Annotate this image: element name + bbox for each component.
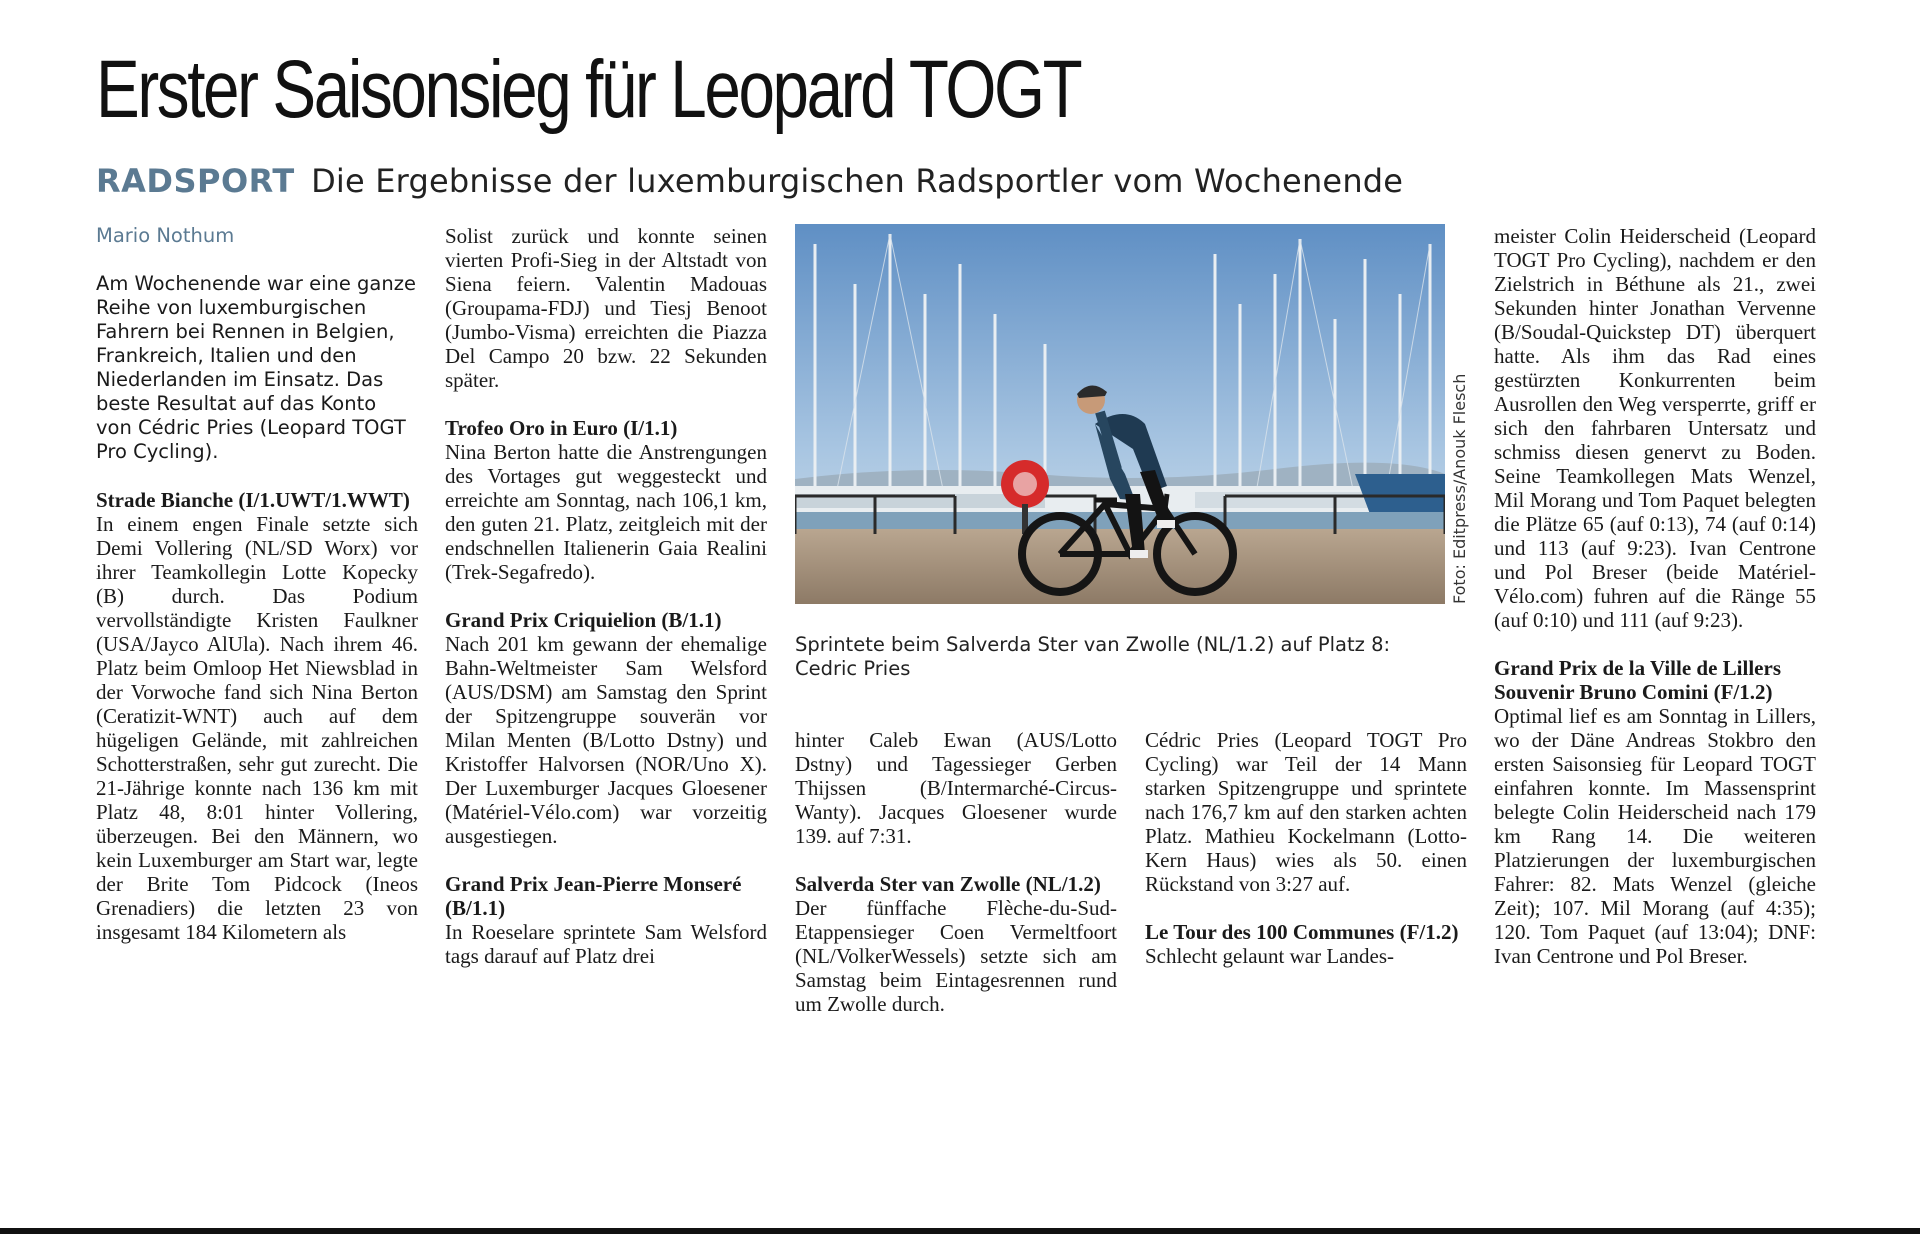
article-column-3 [795, 728, 1117, 1016]
paragraph-tour-100-communes-continued: meister Colin Heiderscheid (Leopard TOGT Pro Cycling), nachdem er den Zielstrich in Béthune als 21., zwei Sekunden hinter Jonathan Vervenne (B/Soudal-Quickstep DT) überquert hatte. Als ihm das Rad eines gestürzten Konkurrenten beim Ausrollen den Weg versperrte, griff er sich den fahrbaren Untersatz und schmiss diesen genervt zu Boden. Seine Teamkollegen Mats Wenzel, Mil Morang und Tom Paquet belegten die Plätze 65 (auf 0:13), 74 (auf 0:14) und 113 (auf 9:23). Ivan Centrone und Pol Breser (beide Matériel-Vélo.com) fuhren auf die Ränge 55 (auf 0:10) und 111 (auf 9:23). [1494, 224, 1816, 632]
section-heading-strade-bianche: Strade Bianche (I/1.UWT/1.WWT) [96, 488, 410, 512]
paragraph-ster-van-zwolle: Der fünffache Flèche-du-Sud-Etappensieger Coen Vermeltfoort (NL/VolkerWessels) setzte sich am Samstag beim Eintagesrennen rund um Zwolle durch. [795, 896, 1117, 1016]
article-column-2 [445, 224, 767, 968]
author-byline: Mario Nothum [96, 224, 235, 247]
photo-credit: Foto: Editpress/Anouk Flesch [1450, 373, 1469, 604]
section-heading-gp-criquielion: Grand Prix Criquielion (B/1.1) [445, 608, 722, 632]
paragraph-trofeo-oro: Nina Berton hatte die Anstrengungen des Vortages gut weggesteckt und erreichte am Sonntag, nach 106,1 km, den guten 21. Platz, zeitgleich mit der endschnellen Italienerin Gaia Realini (Trek-Segafredo). [445, 440, 767, 584]
subheadline [96, 160, 1403, 202]
paragraph-strade-bianche-continued: Solist zurück und konnte seinen vierten Profi-Sieg in der Altstadt von Siena feiern. Valentin Madouas (Groupama-FDJ) und Tiesj Benoot (Jumbo-Visma) erreichten die Piazza Del Campo 20 bzw. 22 Sekunden später. [445, 224, 767, 392]
paragraph-tour-100-communes: Schlecht gelaunt war Landes- [1145, 944, 1394, 968]
intro-paragraph: Am Wochenende war eine ganze Reihe von luxemburgischen Fahrern bei Rennen in Belgien, Frankreich, Italien und den Niederlanden im Einsatz. Das beste Resultat auf das Konto von Cédric Pries (Leopard TOGT Pro Cycling). [96, 272, 416, 463]
page-bottom-rule [0, 1228, 1920, 1234]
section-heading-gp-monsere: Grand Prix Jean-Pierre Monseré (B/1.1) [445, 872, 742, 920]
subheadline-text: Die Ergebnisse der luxemburgischen Radsportler vom Wochenende [311, 162, 1404, 200]
paragraph-gp-monsere-continued: hinter Caleb Ewan (AUS/Lotto Dstny) und Tagessieger Gerben Thijssen (B/Intermarché-Circus-Wanty). Jacques Gloesener wurde 139. auf 7:31. [795, 728, 1117, 848]
headline: Erster Saisonsieg für Leopard TOGT [96, 44, 1081, 135]
paragraph-gp-criquielion: Nach 201 km gewann der ehemalige Bahn-Weltmeister Sam Welsford (AUS/DSM) am Samstag den Sprint der Spitzengruppe souverän vor Milan Menten (B/Lotto Dstny) und Kristoffer Halvorsen (NOR/Uno X). Der Luxemburger Jacques Gloesener (Matériel-Vélo.com) war vorzeitig ausgestiegen. [445, 632, 767, 848]
photo-caption: Sprintete beim Salverda Ster van Zwolle (NL/1.2) auf Platz 8: Cedric Pries [795, 633, 1391, 680]
paragraph-strade-bianche: In einem engen Finale setzte sich Demi Vollering (NL/SD Worx) vor ihrer Teamkollegin Lotte Kopecky (B) durch. Das Podium vervollständigte Kristen Faulkner (USA/Jayco AlUla). Nach ihrem 46. Platz beim Omloop Het Niewsblad in der Vorwoche fand sich Nina Berton (Ceratizit-WNT) auch auf dem hügeligen Gelände, mit zahlreichen Schotterstraßen, sehr gut zurecht. Die 21-Jährige konnte nach 136 km mit Platz 48, 8:01 hinter Vollering, überzeugen. Bei den Männern, wo kein Luxemburger am Start war, legte der Brite Tom Pidcock (Ineos Grenadiers) die letzten 23 von insgesamt 184 Kilometern als [96, 512, 418, 944]
article-photo [795, 224, 1445, 604]
paragraph-gp-lillers: Optimal lief es am Sonntag in Lillers, wo der Däne Andreas Stokbro den ersten Saisonsieg für Leopard TOGT einfahren konnte. Im Massensprint belegte Colin Heiderscheid nach 179 km Rang 14. Die weiteren Platzierungen der luxemburgischen Fahrer: 82. Mats Wenzel (gleiche Zeit); 107. Mil Morang (auf 4:35); 120. Tom Paquet (auf 13:04); DNF: Ivan Centrone und Pol Breser. [1494, 704, 1816, 968]
section-heading-tour-100-communes: Le Tour des 100 Communes (F/1.2) [1145, 920, 1459, 944]
article-column-5 [1494, 224, 1816, 968]
section-heading-trofeo-oro: Trofeo Oro in Euro (I/1.1) [445, 416, 678, 440]
cyclist-harbor-photo [795, 224, 1445, 604]
section-heading-gp-lillers: Grand Prix de la Ville de Lillers Souvenir Bruno Comini (F/1.2) [1494, 656, 1781, 704]
paragraph-gp-monsere: In Roeselare sprintete Sam Welsford tags darauf auf Platz drei [445, 920, 767, 968]
paragraph-ster-van-zwolle-continued: Cédric Pries (Leopard TOGT Pro Cycling) war Teil der 14 Mann starken Spitzengruppe und sprintete nach 176,7 km auf den starken achten Platz. Mathieu Kockelmann (Lotto-Kern Haus) wies als 50. einen Rückstand von 3:27 auf. [1145, 728, 1467, 896]
section-kicker: RADSPORT [96, 162, 295, 200]
section-heading-ster-van-zwolle: Salverda Ster van Zwolle (NL/1.2) [795, 872, 1101, 896]
article-column-1 [96, 224, 418, 944]
article-column-4 [1145, 728, 1467, 968]
